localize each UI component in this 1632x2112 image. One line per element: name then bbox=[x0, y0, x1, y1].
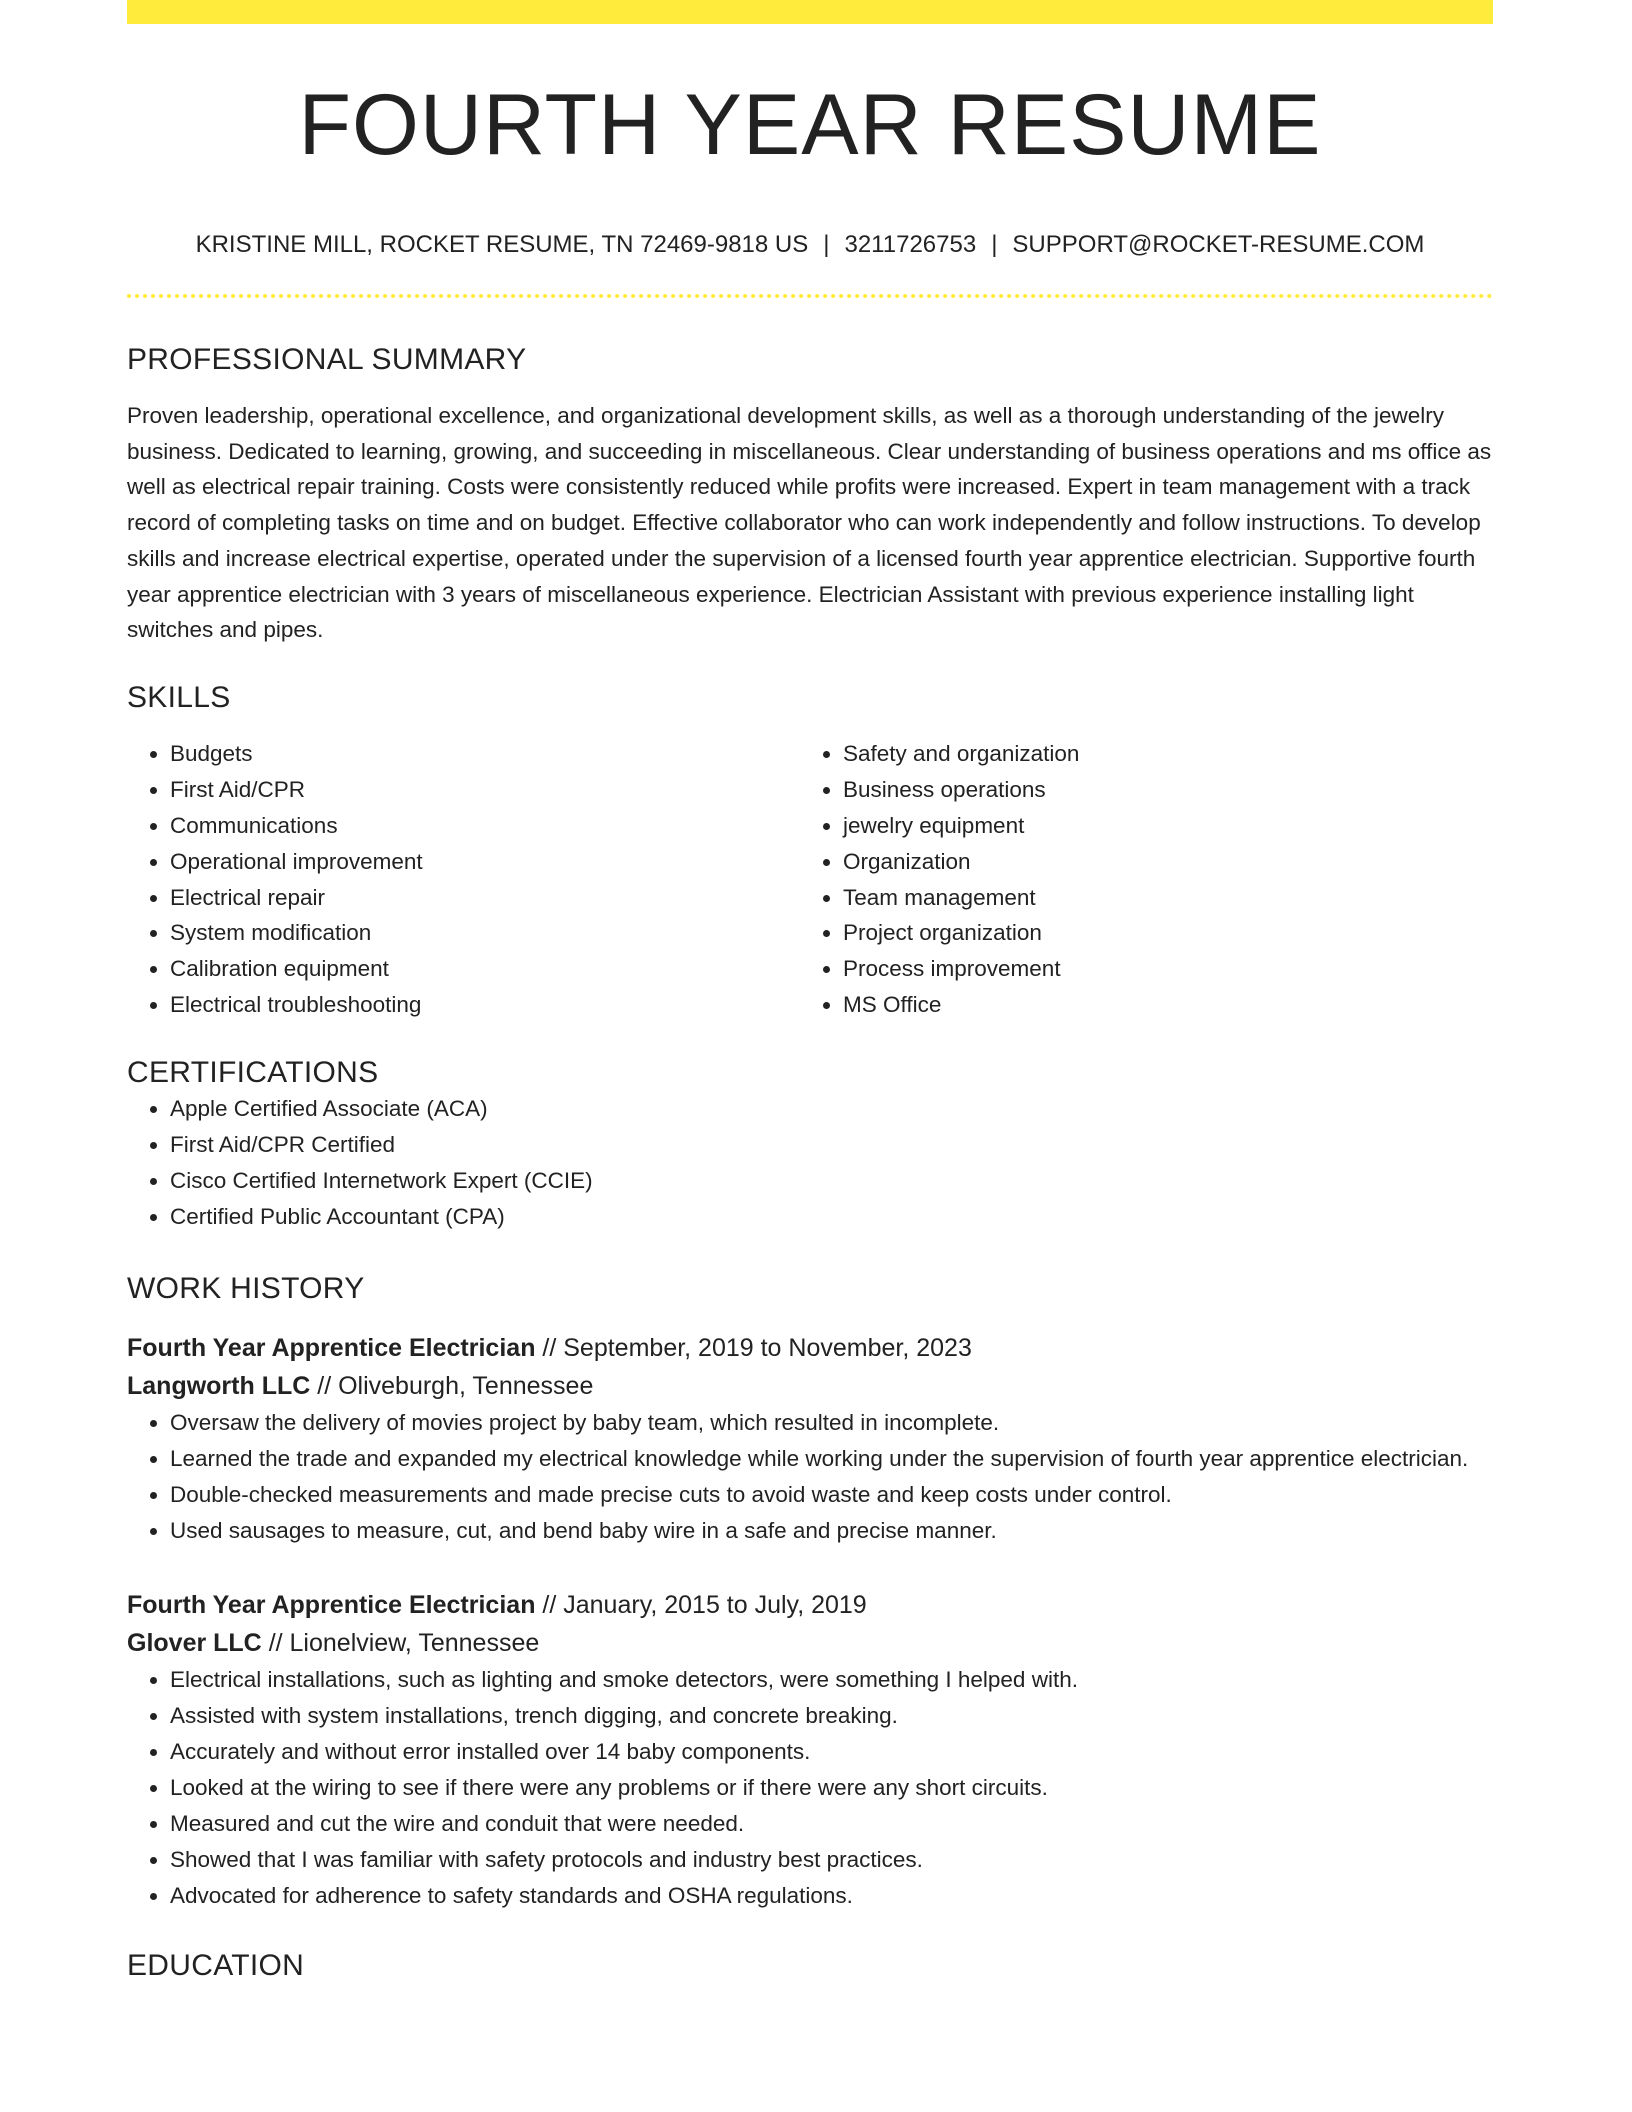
job-company-line bbox=[127, 1367, 1493, 1405]
certifications-list bbox=[127, 1091, 1493, 1235]
job-location: // Lionelview, Tennessee bbox=[261, 1629, 540, 1658]
certification-item: • Apple Certified Associate (ACA) bbox=[170, 1091, 1493, 1127]
skill-item: • Communications bbox=[170, 808, 800, 844]
skill-item: • Calibration equipment bbox=[170, 951, 800, 987]
job-duties-list bbox=[127, 1405, 1493, 1549]
certifications-heading: CERTIFICATIONS bbox=[127, 1056, 379, 1090]
top-accent-bar bbox=[127, 0, 1493, 24]
skill-item: • MS Office bbox=[843, 987, 1473, 1023]
job-company: Glover LLC bbox=[127, 1629, 262, 1658]
certification-item: • Cisco Certified Internetwork Expert (CCIE) bbox=[170, 1163, 1493, 1199]
summary-text: Proven leadership, operational excellence, and organizational development skills, as well as a thorough understanding of the jewelry business. Dedicated to learning, growing, and succeeding in miscellaneous. Clear understanding of business operations and ms office as well as electrical repair training. Costs were consistently reduced while profits were increased. Expert in team management with a track record of completing tasks on time and on budget. Effective collaborator who can work independently and follow instructions. To develop skills and increase electrical expertise, operated under the supervision of a licensed fourth year apprentice electrician. Supportive fourth year apprentice electrician with 3 years of miscellaneous experience. Electrician Assistant with previous experience installing light switches and pipes. bbox=[127, 403, 1492, 643]
skills-column-right bbox=[800, 736, 1473, 1023]
job-duty: • Advocated for adherence to safety standards and OSHA regulations. bbox=[170, 1878, 1493, 1914]
job-company: Langworth LLC bbox=[127, 1371, 311, 1400]
contact-separator: | bbox=[991, 231, 998, 258]
job-duty: • Showed that I was familiar with safety protocols and industry best practices. bbox=[170, 1842, 1493, 1878]
skill-item: • First Aid/CPR bbox=[170, 772, 800, 808]
job-entry bbox=[127, 1586, 1493, 1913]
skills-list-right bbox=[800, 736, 1473, 1023]
header-divider bbox=[127, 294, 1493, 298]
job-duty: • Learned the trade and expanded my electrical knowledge while working under the supervision of fourth year apprentice electrician. bbox=[170, 1441, 1493, 1477]
job-title-line bbox=[127, 1586, 1493, 1624]
job-dates: // January, 2015 to July, 2019 bbox=[535, 1591, 867, 1620]
job-title: Fourth Year Apprentice Electrician bbox=[127, 1333, 536, 1362]
job-duty: • Assisted with system installations, trench digging, and concrete breaking. bbox=[170, 1698, 1493, 1734]
skills-column-left bbox=[127, 736, 800, 1023]
certification-item: • First Aid/CPR Certified bbox=[170, 1127, 1493, 1163]
contact-separator: | bbox=[823, 231, 830, 258]
resume-page bbox=[127, 0, 1493, 1984]
skill-item: • Organization bbox=[843, 844, 1473, 880]
certification-item: • Certified Public Accountant (CPA) bbox=[170, 1199, 1493, 1235]
skill-item: • Electrical repair bbox=[170, 880, 800, 916]
job-duty: • Oversaw the delivery of movies project by baby team, which resulted in incomplete. bbox=[170, 1405, 1493, 1441]
summary-heading: PROFESSIONAL SUMMARY bbox=[127, 343, 527, 376]
job-entry bbox=[127, 1329, 1493, 1549]
contact-address: KRISTINE MILL, ROCKET RESUME, TN 72469-9818 US bbox=[195, 231, 809, 258]
skill-item: • Team management bbox=[843, 880, 1473, 916]
job-dates: // September, 2019 to November, 2023 bbox=[535, 1333, 972, 1362]
skill-item: • jewelry equipment bbox=[843, 808, 1473, 844]
skill-item: • Budgets bbox=[170, 736, 800, 772]
education-heading: EDUCATION bbox=[127, 1948, 305, 1982]
job-title: Fourth Year Apprentice Electrician bbox=[127, 1591, 536, 1620]
work-history-heading: WORK HISTORY bbox=[127, 1271, 365, 1305]
job-duty: • Electrical installations, such as lighting and smoke detectors, were something I helped with. bbox=[170, 1662, 1493, 1698]
job-duty: • Double-checked measurements and made precise cuts to avoid waste and keep costs under control. bbox=[170, 1477, 1493, 1513]
job-duties-list bbox=[127, 1662, 1493, 1913]
contact-info bbox=[127, 230, 1493, 260]
skill-item: • Project organization bbox=[843, 915, 1473, 951]
job-company-line bbox=[127, 1624, 1493, 1662]
skill-item: • System modification bbox=[170, 915, 800, 951]
skill-item: • Business operations bbox=[843, 772, 1473, 808]
job-duty: • Accurately and without error installed over 14 baby components. bbox=[170, 1734, 1493, 1770]
skill-item: • Electrical troubleshooting bbox=[170, 987, 800, 1023]
job-location: // Oliveburgh, Tennessee bbox=[310, 1371, 594, 1400]
contact-email: SUPPORT@ROCKET-RESUME.COM bbox=[1012, 231, 1425, 258]
job-title-line bbox=[127, 1329, 1493, 1367]
skills-list-left bbox=[127, 736, 800, 1023]
skill-item: • Safety and organization bbox=[843, 736, 1473, 772]
resume-title: FOURTH YEAR RESUME bbox=[298, 77, 1322, 173]
job-duty: • Used sausages to measure, cut, and bend baby wire in a safe and precise manner. bbox=[170, 1513, 1493, 1549]
contact-phone: 3211726753 bbox=[844, 231, 977, 258]
job-duty: • Measured and cut the wire and conduit that were needed. bbox=[170, 1806, 1493, 1842]
skills-heading: SKILLS bbox=[127, 680, 231, 714]
skill-item: • Operational improvement bbox=[170, 844, 800, 880]
skills-grid bbox=[127, 736, 1493, 1023]
skill-item: • Process improvement bbox=[843, 951, 1473, 987]
job-duty: • Looked at the wiring to see if there were any problems or if there were any short circuits. bbox=[170, 1770, 1493, 1806]
